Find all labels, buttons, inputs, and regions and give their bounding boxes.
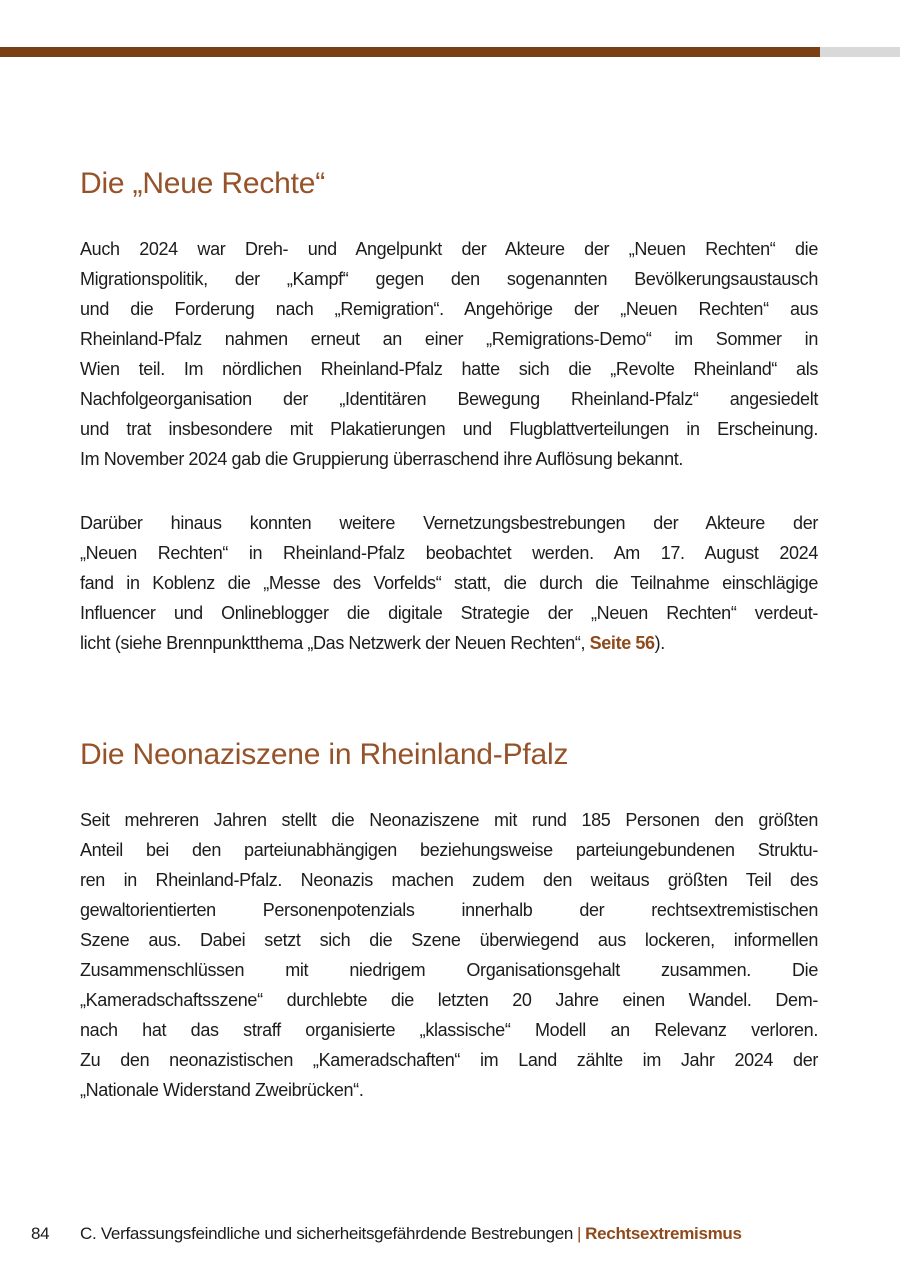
page-number: 84 [31,1224,50,1243]
text-line: „Nationale Widerstand Zweibrücken“. [80,1080,364,1100]
text-line: Auch 2024 war Dreh- und Angelpunkt der Akteure der „Neuen Rechten“ die [80,239,818,259]
text-line: Wien teil. Im nördlichen Rheinland-Pfalz hatte sich die „Revolte Rheinland“ als [80,359,818,379]
footer-separator: | [577,1224,582,1243]
text-line: nach hat das straff organisierte „klassische“ Modell an Relevanz verloren. [80,1020,818,1040]
text-line: Migrationspolitik, der „Kampf“ gegen den sogenannten Bevölkerungsaustausch [80,269,818,289]
text-line: Szene aus. Dabei setzt sich die Szene überwiegend aus lockeren, informellen [80,930,818,950]
footer-section-label: Rechtsextremismus [585,1224,742,1243]
text-line: und die Forderung nach „Remigration“. Angehörige der „Neuen Rechten“ aus [80,299,818,319]
text-line: „Kameradschaftsszene“ durchlebte die letzten 20 Jahre einen Wandel. Dem- [80,990,818,1010]
text-line: Zu den neonazistischen „Kameradschaften“ im Land zählte im Jahr 2024 der [80,1050,818,1070]
text-line: Seit mehreren Jahren stellt die Neonaziszene mit rund 185 Personen den größten [80,810,818,830]
paragraph-neonaziszene-1 [80,805,818,1105]
page-ref-link[interactable]: Seite 56 [589,633,655,653]
paragraph-neue-rechte-1 [80,234,818,474]
footer-chapter-label: C. Verfassungsfeindliche und sicherheitsgefährdende Bestrebungen [80,1224,574,1243]
text-line: Anteil bei den parteiunabhängigen beziehungsweise parteiungebundenen Struktu- [80,840,818,860]
text-line: Darüber hinaus konnten weitere Vernetzungsbestrebungen der Akteure der [80,513,818,533]
text-line: „Neuen Rechten“ in Rheinland-Pfalz beobachtet werden. Am 17. August 2024 [80,543,818,563]
text-line: Influencer und Onlineblogger die digitale Strategie der „Neuen Rechten“ verdeut- [80,603,818,623]
text-segment: ). [654,633,665,653]
text-line: fand in Koblenz die „Messe des Vorfelds“ statt, die durch die Teilnahme einschlägige [80,573,818,593]
text-line: ren in Rheinland-Pfalz. Neonazis machen zudem den weitaus größten Teil des [80,870,818,890]
text-line: Rheinland-Pfalz nahmen erneut an einer „Remigrations-Demo“ im Sommer in [80,329,818,349]
text-line: gewaltorientierten Personenpotenzials innerhalb der rechtsextremistischen [80,900,818,920]
text-segment: licht (siehe Brennpunktthema „Das Netzwerk der Neuen Rechten“, [80,633,590,653]
paragraph-neue-rechte-2 [80,508,818,658]
top-bar-gray-segment [0,47,900,57]
text-line [80,628,818,658]
section-heading-neonaziszene: Die Neonaziszene in Rheinland-Pfalz [80,738,569,771]
text-line: und trat insbesondere mit Plakatierungen und Flugblattverteilungen in Erscheinung. [80,419,818,439]
text-line: Im November 2024 gab die Gruppierung überraschend ihre Auflösung bekannt. [80,449,684,469]
section-heading-neue-rechte: Die „Neue Rechte“ [80,167,326,200]
text-line: Zusammenschlüssen mit niedrigem Organisationsgehalt zusammen. Die [80,960,818,980]
text-line: Nachfolgeorganisation der „Identitären Bewegung Rheinland-Pfalz“ angesiedelt [80,389,818,409]
top-accent-bar [0,47,820,57]
footer-breadcrumb [80,1223,840,1245]
